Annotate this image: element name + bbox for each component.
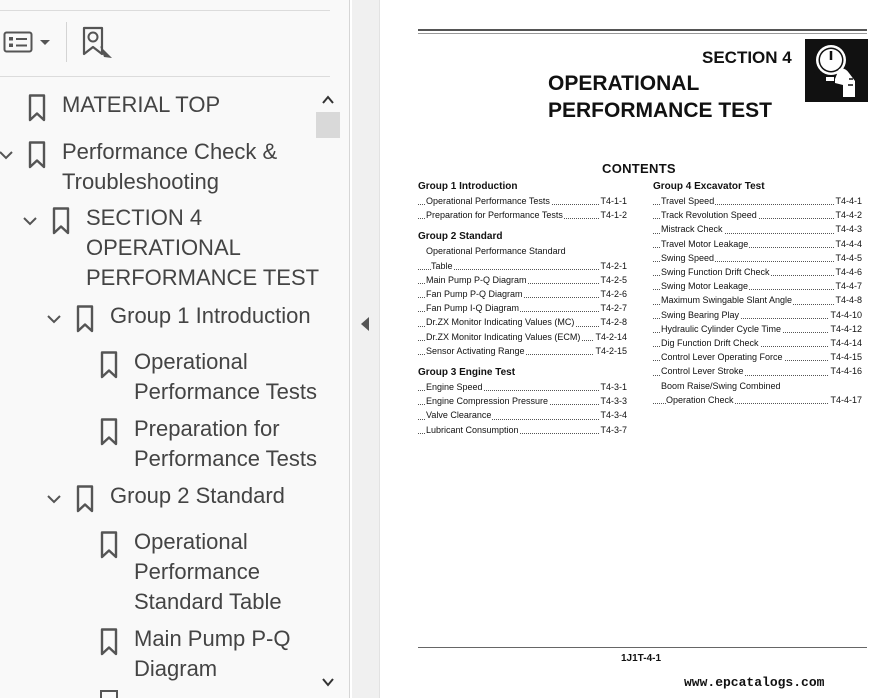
bookmark-icon <box>100 628 118 656</box>
contents-entry-page: T4-2-6 <box>599 287 627 301</box>
contents-entry[interactable] <box>418 408 627 422</box>
contents-entry-page: T4-4-1 <box>834 194 862 208</box>
bookmark-label-line: MATERIAL TOP <box>62 92 221 117</box>
header-rule <box>418 29 867 31</box>
contents-entry-title: Fan Pump P-Q Diagram <box>426 289 523 300</box>
bookmark-label <box>134 414 317 474</box>
contents-group-heading: Group 3 Engine Test <box>418 367 516 379</box>
contents-entry[interactable] <box>653 208 862 222</box>
contents-entry[interactable] <box>653 222 862 236</box>
contents-entry[interactable] <box>418 315 627 329</box>
bookmark-label-line: SECTION 4 <box>86 205 203 230</box>
contents-entry-page: T4-4-6 <box>834 265 862 279</box>
contents-entry-page: T4-4-16 <box>829 364 862 378</box>
contents-entry-title: Boom Raise/Swing Combined <box>661 380 781 391</box>
bookmark-label-line: Operational <box>134 349 248 374</box>
bookmark-label <box>110 301 311 331</box>
bookmark-label-line: Performance Check & <box>62 139 278 164</box>
toolbar-separator <box>66 22 67 62</box>
contents-entry-page: T4-4-2 <box>834 208 862 222</box>
contents-entry[interactable] <box>653 194 862 208</box>
contents-entry-title: Mistrack Check <box>661 224 723 235</box>
contents-right-column <box>653 180 862 407</box>
bookmark-label-line: Main Pump P-Q <box>134 626 291 651</box>
bookmark-icon <box>100 531 118 559</box>
contents-entry[interactable] <box>653 308 862 322</box>
footer-rule <box>418 647 867 648</box>
bookmark-label <box>62 137 277 197</box>
contents-entry-page: T4-4-4 <box>834 237 862 251</box>
contents-entry[interactable] <box>653 265 862 279</box>
contents-entry-page: T4-2-1 <box>599 259 627 273</box>
bookmark-label <box>86 203 319 293</box>
bookmark-icon <box>100 351 118 379</box>
contents-entry[interactable] <box>653 379 862 393</box>
section-number: SECTION 4 <box>702 48 792 67</box>
bookmark-label-line: Diagram <box>134 656 218 681</box>
contents-entry-page: T4-3-4 <box>599 408 627 422</box>
panel-collapse-handle[interactable] <box>352 0 380 698</box>
contents-entry-page: T4-4-8 <box>834 293 862 307</box>
contents-entry-title: Sensor Activating Range <box>426 345 525 356</box>
contents-entry-page: T4-3-1 <box>599 380 627 394</box>
contents-entry-title: Track Revolution Speed <box>661 210 757 221</box>
contents-entry[interactable] <box>418 287 627 301</box>
bookmark-label-line: Performance <box>134 559 260 584</box>
contents-entry-page: T4-4-14 <box>829 336 862 350</box>
bookmark-label-line: Troubleshooting <box>62 169 219 194</box>
contents-entry-page: T4-3-7 <box>599 423 627 437</box>
contents-entry-page: T4-2-5 <box>599 273 627 287</box>
contents-entry-title: Valve Clearance <box>426 410 492 421</box>
contents-entry-title: Main Pump P-Q Diagram <box>426 274 527 285</box>
contents-entry-title: Preparation for Performance Tests <box>426 210 563 221</box>
bookmark-label-line: Group 1 Introduction <box>110 303 311 328</box>
contents-entry-title: Operational Performance Standard <box>426 246 566 257</box>
contents-entry[interactable] <box>653 393 862 407</box>
contents-entry-page: T4-1-2 <box>599 208 627 222</box>
chevron-down-icon[interactable] <box>46 311 62 327</box>
bookmark-label <box>62 90 220 120</box>
contents-entry-page: T4-4-17 <box>829 393 862 407</box>
contents-entry[interactable] <box>418 301 627 315</box>
chevron-down-icon <box>37 34 53 50</box>
contents-entry[interactable] <box>418 330 627 344</box>
contents-entry-title: Dr.ZX Monitor Indicating Values (MC) <box>426 317 575 328</box>
bookmark-label <box>134 527 282 617</box>
contents-entry-title: Table <box>431 260 453 271</box>
scrollbar-thumb[interactable] <box>316 112 340 138</box>
bookmark-label <box>134 347 317 407</box>
contents-entry-page: T4-2-15 <box>594 344 627 358</box>
header-rule-thin <box>418 33 867 34</box>
contents-entry[interactable] <box>418 194 627 208</box>
section-title <box>548 70 772 124</box>
contents-entry[interactable] <box>418 394 627 408</box>
contents-entry-title: Hydraulic Cylinder Cycle Time <box>661 323 782 334</box>
contents-entry-title: Dr.ZX Monitor Indicating Values (ECM) <box>426 331 581 342</box>
find-bookmark-button[interactable] <box>80 26 114 60</box>
scroll-up-icon[interactable] <box>320 92 336 108</box>
bookmarks-panel <box>0 0 350 698</box>
bookmark-label-line: PERFORMANCE TEST <box>86 265 320 290</box>
contents-entry-title: Travel Motor Leakage <box>661 238 749 249</box>
contents-group-heading: Group 1 Introduction <box>418 181 518 192</box>
contents-entry-title: Swing Function Drift Check <box>661 267 770 278</box>
contents-entry-title: Control Lever Operating Force <box>661 352 783 363</box>
bookmark-options-button[interactable] <box>3 30 53 54</box>
contents-entry[interactable] <box>653 279 862 293</box>
contents-entry-title: Engine Compression Pressure <box>426 396 549 407</box>
contents-entry-page: T4-4-7 <box>834 279 862 293</box>
contents-entry-page: T4-4-5 <box>834 251 862 265</box>
bookmark-label-line: Group 2 Standard <box>110 483 285 508</box>
list-options-icon <box>3 30 33 54</box>
contents-entry[interactable] <box>418 273 627 287</box>
panel-toolbar-divider <box>0 76 330 77</box>
contents-entry-title: Swing Bearing Play <box>661 309 740 320</box>
contents-entry[interactable] <box>418 423 627 437</box>
contents-entry[interactable] <box>418 259 627 273</box>
contents-entry[interactable] <box>418 380 627 394</box>
contents-entry[interactable] <box>653 350 862 364</box>
bookmark-label-line: Standard Table <box>134 589 282 614</box>
contents-entry-page: T4-4-12 <box>829 322 862 336</box>
bookmark-icon <box>100 690 118 698</box>
contents-entry[interactable] <box>418 344 627 358</box>
section-title-line: OPERATIONAL <box>548 72 700 95</box>
contents-entry[interactable] <box>653 364 862 378</box>
contents-entry-page: T4-2-8 <box>599 315 627 329</box>
bookmark-label <box>134 624 291 684</box>
contents-entry-title: Maximum Swingable Slant Angle <box>661 295 793 306</box>
contents-entry[interactable] <box>418 244 627 258</box>
contents-entry-page: T4-4-3 <box>834 222 862 236</box>
contents-entry-page: T4-4-15 <box>829 350 862 364</box>
scroll-down-icon[interactable] <box>320 674 336 690</box>
contents-entry-title: Swing Motor Leakage <box>661 281 749 292</box>
contents-entry-page: T4-2-7 <box>599 301 627 315</box>
bookmark-label-line: Performance Tests <box>134 446 318 471</box>
contents-entry[interactable] <box>653 237 862 251</box>
bookmark-label-line: Operational <box>134 529 248 554</box>
chevron-down-icon[interactable] <box>46 491 62 507</box>
contents-heading: CONTENTS <box>602 161 676 176</box>
bookmarks-scrollbar[interactable] <box>316 86 341 698</box>
bookmark-icon <box>76 305 94 333</box>
contents-entry-title: Dig Function Drift Check <box>661 338 759 349</box>
bookmark-label-line: OPERATIONAL <box>86 235 241 260</box>
bookmark-icon <box>28 94 46 122</box>
contents-entry-title: Operational Performance Tests <box>426 196 550 206</box>
contents-left-column <box>418 180 627 437</box>
bookmark-label <box>110 481 285 511</box>
contents-entry-title: Control Lever Stroke <box>661 366 744 377</box>
contents-entry[interactable] <box>653 336 862 350</box>
panel-top-divider <box>0 10 330 11</box>
contents-entry-title: Swing Speed <box>661 252 715 263</box>
page-footer-code: 1J1T-4-1 <box>621 653 662 664</box>
contents-entry-page: T4-3-3 <box>599 394 627 408</box>
contents-entry-page: T4-4-10 <box>829 308 862 322</box>
contents-entry[interactable] <box>653 293 862 307</box>
performance-gauge-icon <box>805 39 868 102</box>
bookmark-icon <box>76 485 94 513</box>
bookmark-icon <box>52 207 70 235</box>
bookmark-search-icon <box>80 26 114 60</box>
collapse-panel-icon[interactable] <box>358 315 372 333</box>
watermark-text: www.epcatalogs.com <box>684 675 825 690</box>
contents-entry[interactable] <box>418 208 627 222</box>
chevron-down-icon[interactable] <box>22 213 38 229</box>
contents-entry-page: T4-2-14 <box>594 330 627 344</box>
chevron-down-icon[interactable] <box>0 147 14 163</box>
contents-group-heading: Group 4 Excavator Test <box>653 181 765 192</box>
contents-entry-title: Operation Check <box>666 394 734 405</box>
bookmark-icon <box>28 141 46 169</box>
bookmark-label-line: Performance Tests <box>134 379 318 404</box>
section-title-line: PERFORMANCE TEST <box>548 99 773 122</box>
bookmark-icon <box>100 418 118 446</box>
contents-entry-page: T4-1-1 <box>599 194 627 208</box>
bookmark-label-line: Preparation for <box>134 416 280 441</box>
contents-entry[interactable] <box>653 322 862 336</box>
contents-entry-title: Fan Pump I-Q Diagram <box>426 303 520 314</box>
contents-entry-title: Lubricant Consumption <box>426 424 519 435</box>
contents-group-heading: Group 2 Standard <box>418 231 503 243</box>
contents-entry-title: Travel Speed <box>661 196 715 206</box>
contents-entry-title: Engine Speed <box>426 382 483 393</box>
contents-entry[interactable] <box>653 251 862 265</box>
